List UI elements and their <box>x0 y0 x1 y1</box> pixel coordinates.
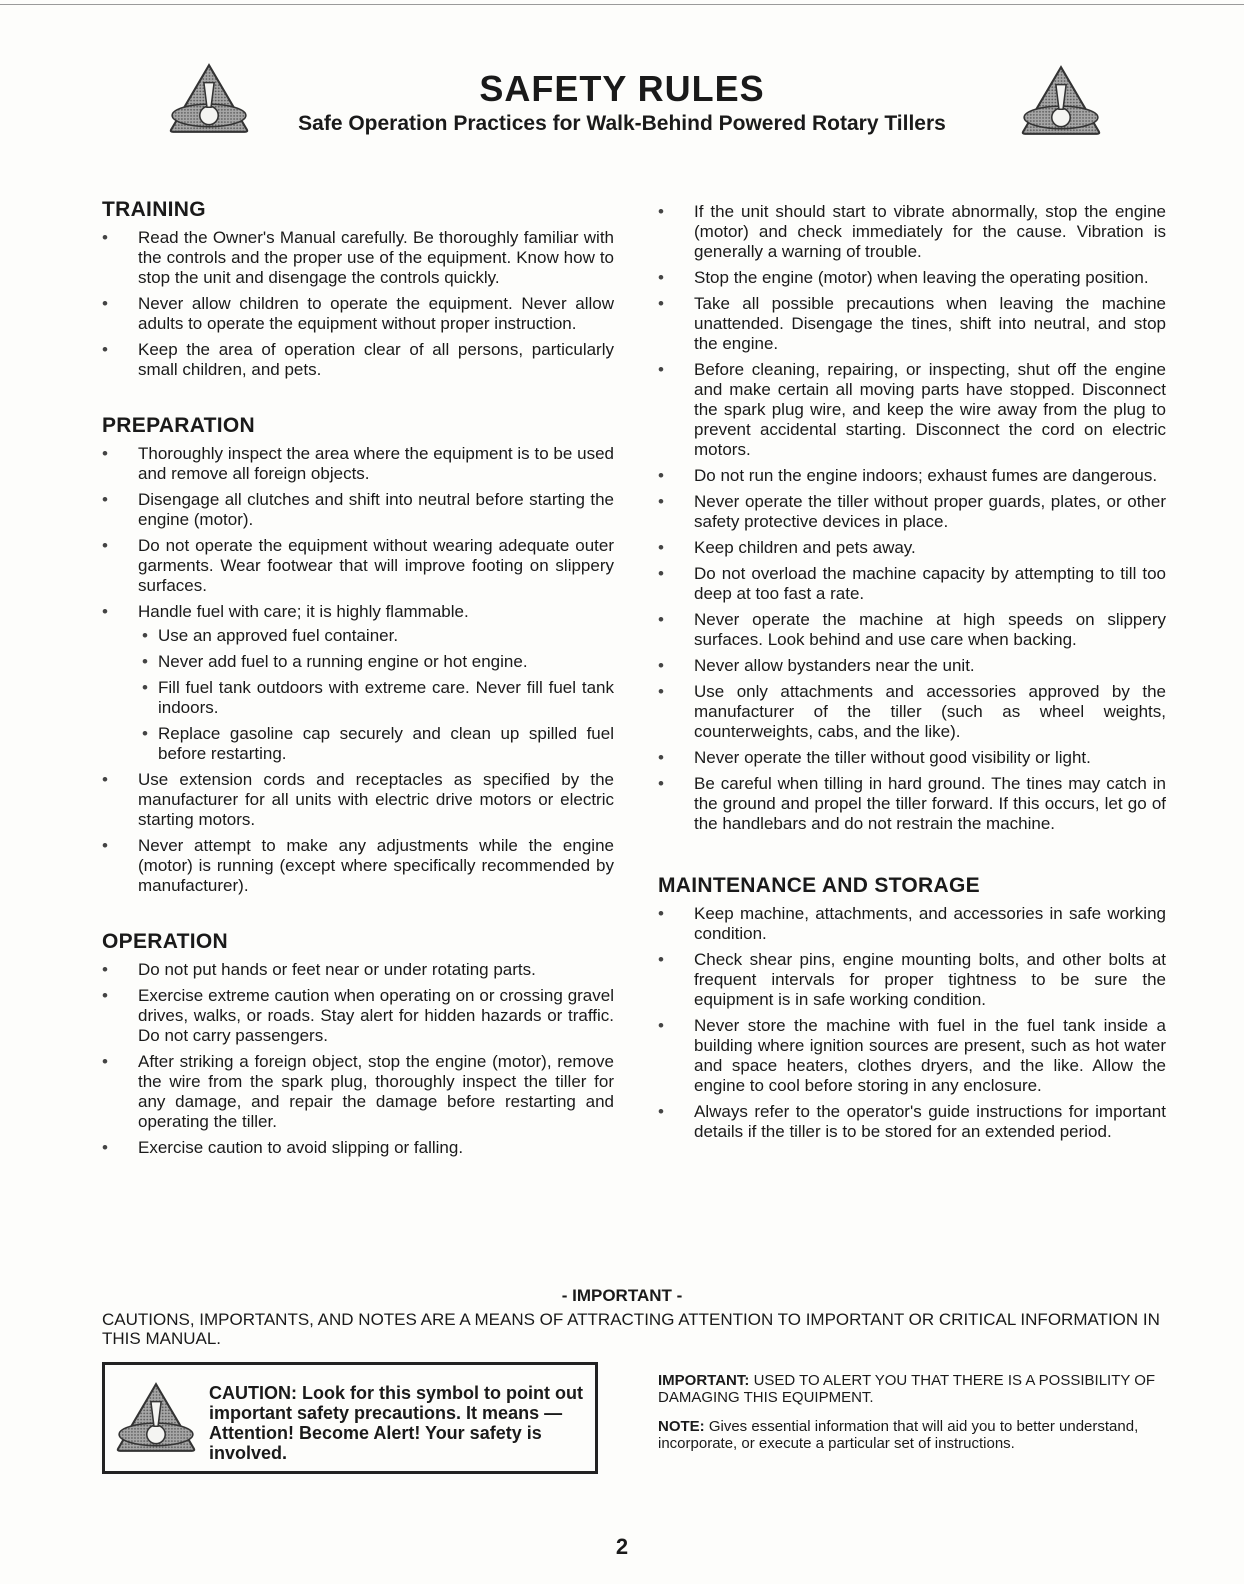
page-number: 2 <box>615 1534 629 1559</box>
list-item: • Read the Owner's Manual carefully. Be thoroughly familiar with the controls and the proper use of the equipment. Know how to stop the unit and disengage the controls quickly. <box>102 228 614 288</box>
list-item: • Disengage all clutches and shift into neutral before starting the engine (motor). <box>102 490 614 530</box>
list-item: • Stop the engine (motor) when leaving the operating position. <box>658 268 1166 288</box>
note-text: Gives essential information that will aid you to better understand, incorporate, or execute a particular set of instructions. <box>658 1418 1139 1452</box>
list-item: • Never allow children to operate the equipment. Never allow adults to operate the equipment without proper instruction. <box>102 294 614 334</box>
list-item: • Be careful when tilling in hard ground. The tines may catch in the ground and propel the tiller forward. If this occurs, let go of the handlebars and do not restrain the machine. <box>658 774 1166 834</box>
sublist-item: • Never add fuel to a running engine or hot engine. <box>138 652 614 672</box>
list-item: • After striking a foreign object, stop the engine (motor), remove the wire from the spark plug, thoroughly inspect the tiller for any damage, and repair the damage before restarting and operating the tiller. <box>102 1052 614 1132</box>
list-item: • Take all possible precautions when leaving the machine unattended. Disengage the tines, shift into neutral, and stop the engine. <box>658 294 1166 354</box>
list-item: • Never attempt to make any adjustments while the engine (motor) is running (except where specifically recommended by manufacturer). <box>102 836 614 896</box>
list-item: • Use only attachments and accessories approved by the manufacturer of the tiller (such as wheel weights, counterweights, cabs, and the like). <box>658 682 1166 742</box>
list-item: • Never operate the machine at high speeds on slippery surfaces. Look behind and use care when backing. <box>658 610 1166 650</box>
operation-continued-list <box>658 202 1166 834</box>
important-text: CAUTIONS, IMPORTANTS, AND NOTES ARE A MEANS OF ATTRACTING ATTENTION TO IMPORTANT OR CRITICAL INFORMATION IN THIS MANUAL. <box>102 1310 1160 1348</box>
important-note-text: USED TO ALERT YOU THAT THERE IS A POSSIBILITY OF DAMAGING THIS EQUIPMENT. <box>658 1372 1156 1406</box>
training-heading: TRAINING <box>102 198 206 221</box>
list-item: • Do not operate the equipment without wearing adequate outer garments. Wear footwear that will improve footing on slippery surfaces. <box>102 536 614 596</box>
important-label: IMPORTANT: <box>658 1372 750 1389</box>
sublist-item: • Fill fuel tank outdoors with extreme care. Never fill fuel tank indoors. <box>138 678 614 718</box>
sublist-item: • Use an approved fuel container. <box>138 626 614 646</box>
page-subtitle: Safe Operation Practices for Walk-Behind Powered Rotary Tillers <box>298 112 946 135</box>
list-item: • Do not overload the machine capacity by attempting to till too deep at too fast a rate. <box>658 564 1166 604</box>
list-item: • Keep machine, attachments, and accessories in safe working condition. <box>658 904 1166 944</box>
important-note <box>658 1372 1164 1406</box>
notes-block <box>658 1372 1164 1464</box>
list-item: • Do not put hands or feet near or under rotating parts. <box>102 960 614 980</box>
list-item: • Never operate the tiller without good visibility or light. <box>658 748 1166 768</box>
maintenance-list <box>658 904 1166 1142</box>
list-item: • Keep the area of operation clear of all persons, particularly small children, and pets. <box>102 340 614 380</box>
list-item: • Always refer to the operator's guide instructions for important details if the tiller is to be stored for an extended period. <box>658 1102 1166 1142</box>
left-column <box>102 198 614 1164</box>
training-list <box>102 228 614 380</box>
list-item: • If the unit should start to vibrate abnormally, stop the engine (motor) and check immediately for the cause. Vibration is generally a warning of trouble. <box>658 202 1166 262</box>
important-title: - IMPORTANT - <box>561 1286 683 1305</box>
caution-box <box>102 1362 598 1474</box>
operation-list <box>102 960 614 1158</box>
list-item: • Never operate the tiller without proper guards, plates, or other safety protective devices in place. <box>658 492 1166 532</box>
list-item: • Exercise extreme caution when operating on or crossing gravel drives, walks, or roads. Stay alert for hidden hazards or traffic. Do not carry passengers. <box>102 986 614 1046</box>
fuel-sublist <box>138 626 614 764</box>
list-item: • Never allow bystanders near the unit. <box>658 656 1166 676</box>
maintenance-heading: MAINTENANCE AND STORAGE <box>658 874 980 897</box>
note-label: NOTE: <box>658 1418 705 1435</box>
preparation-heading: PREPARATION <box>102 414 256 437</box>
page-title: SAFETY RULES <box>479 68 765 109</box>
warning-triangle-icon <box>1020 64 1102 136</box>
list-item: • Use extension cords and receptacles as specified by the manufacturer for all units with electric drive motors or electric starting motors. <box>102 770 614 830</box>
caution-text: CAUTION: Look for this symbol to point out important safety precautions. It means —Attention! Become Alert! Your safety is involved. <box>209 1383 583 1463</box>
list-item: • Before cleaning, repairing, or inspecting, shut off the engine and make certain all moving parts have stopped. Disconnect the spark plug wire, and keep the wire away from the plug to prevent accidental starting. Disconnect the cord on electric motors. <box>658 360 1166 460</box>
operation-heading: OPERATION <box>102 930 228 953</box>
preparation-list <box>102 444 614 896</box>
list-item: • Never store the machine with fuel in the fuel tank inside a building where ignition sources are present, such as hot water and space heaters, clothes dryers, and the like. Allow the engine to cool before storing in any enclosure. <box>658 1016 1166 1096</box>
fuel-care-text: Handle fuel with care; it is highly flammable. <box>138 602 469 621</box>
warning-triangle-icon <box>115 1381 197 1453</box>
list-item: • Do not run the engine indoors; exhaust fumes are dangerous. <box>658 466 1166 486</box>
list-item: • Keep children and pets away. <box>658 538 1166 558</box>
page-top-rule <box>0 4 1244 5</box>
note <box>658 1418 1164 1452</box>
list-item: • Check shear pins, engine mounting bolts, and other bolts at frequent intervals for proper tightness to be sure the equipment is in safe working condition. <box>658 950 1166 1010</box>
list-item <box>102 602 614 764</box>
list-item: • Exercise caution to avoid slipping or falling. <box>102 1138 614 1158</box>
list-item: • Thoroughly inspect the area where the equipment is to be used and remove all foreign objects. <box>102 444 614 484</box>
page-header <box>0 62 1244 152</box>
right-column <box>658 202 1166 1148</box>
sublist-item: • Replace gasoline cap securely and clean up spilled fuel before restarting. <box>138 724 614 764</box>
